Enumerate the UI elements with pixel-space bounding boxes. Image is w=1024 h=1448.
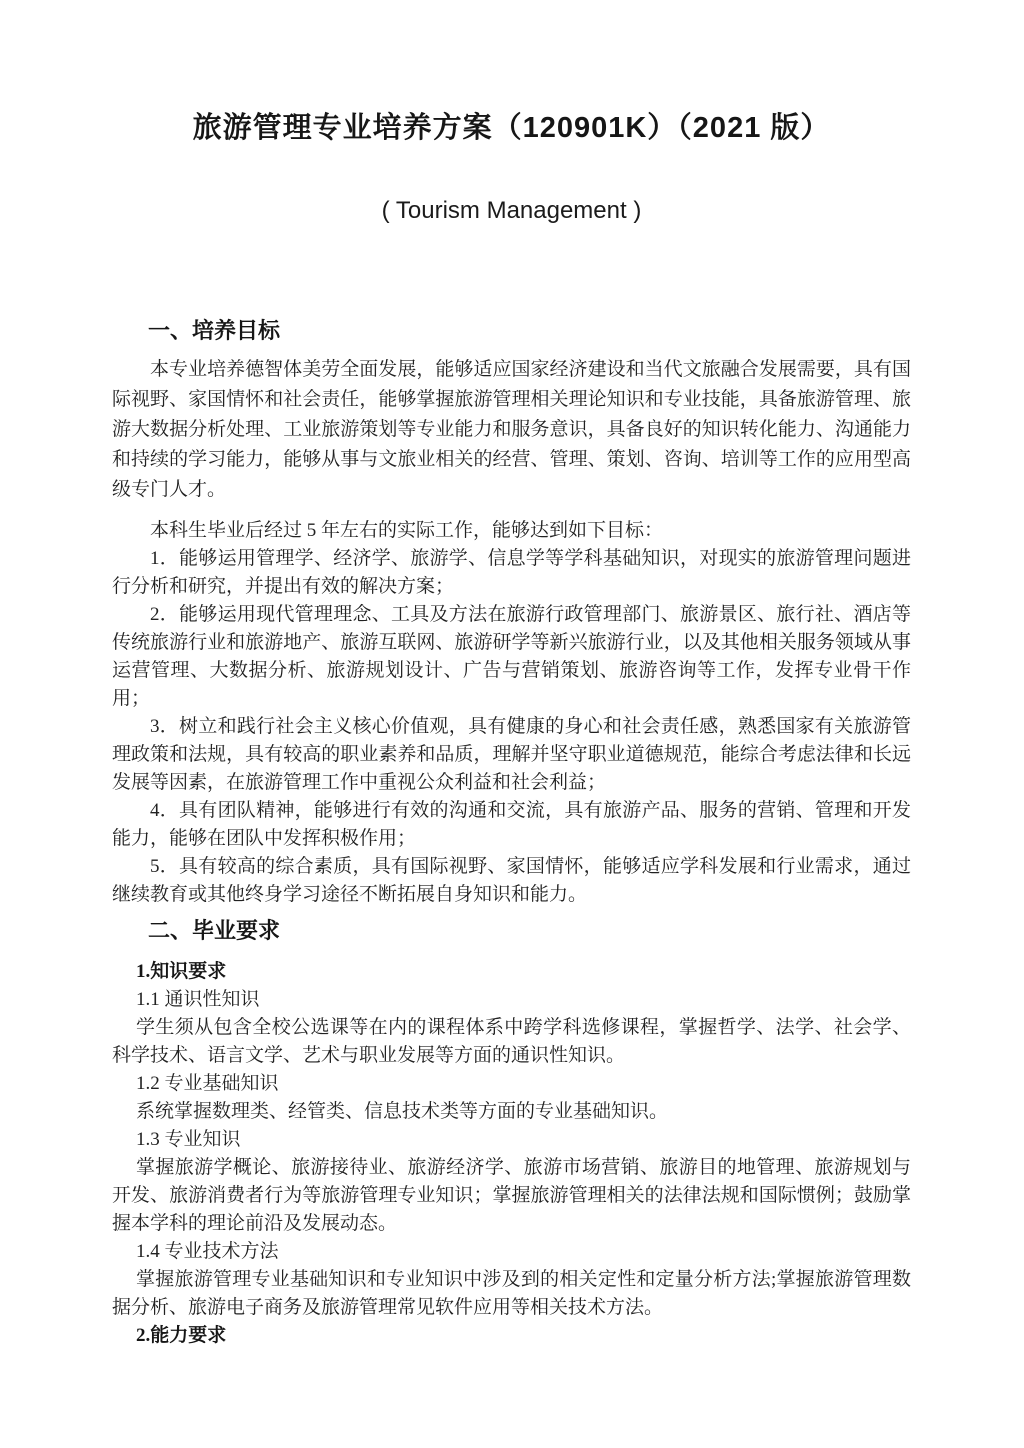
document-content xyxy=(112,108,911,1350)
goal-item-5: 5．具有较高的综合素质，具有国际视野、家国情怀，能够适应学科发展和行业需求，通过继续教育或其他终身学习途径不断拓展自身知识和能力。 xyxy=(112,856,911,905)
subsection-1-2-label: 1.2 专业基础知识 xyxy=(136,1073,279,1094)
subsection-1-1-label: 1.1 通识性知识 xyxy=(136,989,260,1010)
subsection-1-1-text: 学生须从包含全校公选课等在内的课程体系中跨学科选修课程，掌握哲学、法学、社会学、科学技术、语言文学、艺术与职业发展等方面的通识性知识。 xyxy=(112,1017,911,1066)
section-1-heading: 一、培养目标 xyxy=(148,318,281,343)
ability-requirement-heading: 2.能力要求 xyxy=(136,1325,227,1346)
goal-item-1: 1．能够运用管理学、经济学、旅游学、信息学等学科基础知识，对现实的旅游管理问题进行分析和研究，并提出有效的解决方案； xyxy=(112,548,911,597)
subsection-1-2-text: 系统掌握数理类、经管类、信息技术类等方面的专业基础知识。 xyxy=(136,1101,669,1122)
goal-item-3: 3．树立和践行社会主义核心价值观，具有健康的身心和社会责任感，熟悉国家有关旅游管理政策和法规，具有较高的职业素养和品质，理解并坚守职业道德规范，能综合考虑法律和长远发展等因素，在旅游管理工作中重视公众利益和社会利益； xyxy=(112,716,911,793)
goal-item-4: 4．具有团队精神，能够进行有效的沟通和交流，具有旅游产品、服务的营销、管理和开发能力，能够在团队中发挥积极作用； xyxy=(112,800,911,849)
section-1-goals-intro: 本科生毕业后经过 5 年左右的实际工作，能够达到如下目标： xyxy=(150,520,664,541)
subsection-1-3-text: 掌握旅游学概论、旅游接待业、旅游经济学、旅游市场营销、旅游目的地管理、旅游规划与开发、旅游消费者行为等旅游管理专业知识；掌握旅游管理相关的法律法规和国际惯例；鼓励掌握本学科的理论前沿及发展动态。 xyxy=(112,1157,911,1234)
section-1-intro-paragraph: 本专业培养德智体美劳全面发展，能够适应国家经济建设和当代文旅融合发展需要，具有国际视野、家国情怀和社会责任，能够掌握旅游管理相关理论知识和专业技能，具备旅游管理、旅游大数据分析处理、工业旅游策划等专业能力和服务意识，具备良好的知识转化能力、沟通能力和持续的学习能力，能够从事与文旅业相关的经营、管理、策划、咨询、培训等工作的应用型高级专门人才。 xyxy=(112,359,911,500)
knowledge-requirement-heading: 1.知识要求 xyxy=(136,961,227,982)
goal-item-2: 2．能够运用现代管理理念、工具及方法在旅游行政管理部门、旅游景区、旅行社、酒店等传统旅游行业和旅游地产、旅游互联网、旅游研学等新兴旅游行业，以及其他相关服务领域从事运营管理、大数据分析、旅游规划设计、广告与营销策划、旅游咨询等工作，发挥专业骨干作用； xyxy=(112,604,911,709)
document-subtitle: ( Tourism Management ) xyxy=(381,197,642,224)
subsection-1-4-label: 1.4 专业技术方法 xyxy=(136,1241,279,1262)
document-title: 旅游管理专业培养方案（120901K）（2021 版） xyxy=(192,112,831,144)
subsection-1-4-text: 掌握旅游管理专业基础知识和专业知识中涉及到的相关定性和定量分析方法;掌握旅游管理数据分析、旅游电子商务及旅游管理常见软件应用等相关技术方法。 xyxy=(112,1269,911,1318)
subsection-1-3-label: 1.3 专业知识 xyxy=(136,1129,241,1150)
section-2-heading: 二、毕业要求 xyxy=(148,918,281,943)
